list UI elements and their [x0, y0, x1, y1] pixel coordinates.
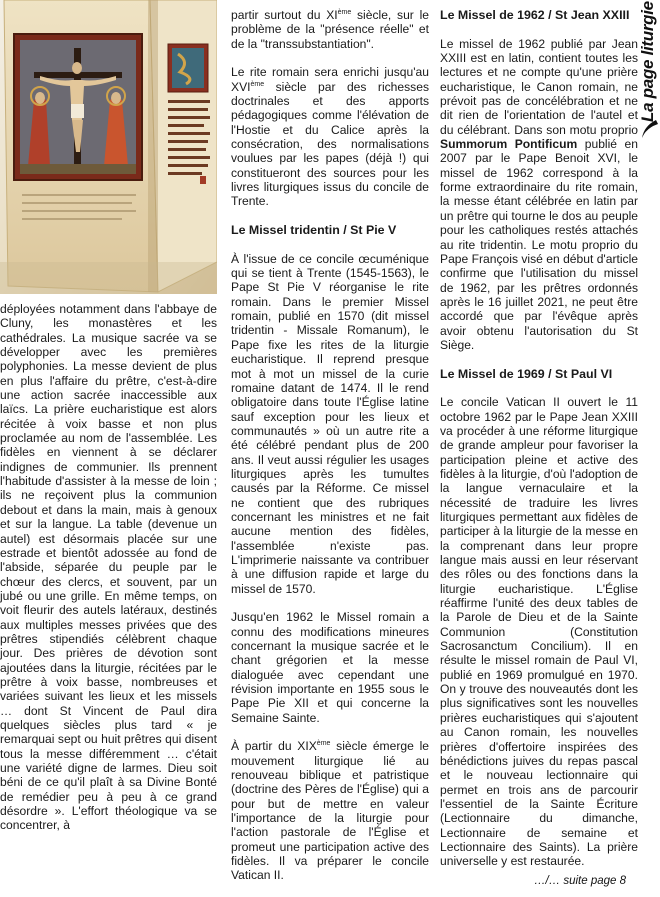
col1-paragraph-1: déployées notamment dans l'abbaye de Cluny, les monastères et les cathédrales. La musique sacrée va se développer avec les premières polyphonies. La messe devient de plus en plus l'affaire du prêtre, c'est-à-dire une action sacrée inaccessible aux laïcs. La prière eucharistique est alors récitée à voix basse et non plus proclamée au nom de l'assemblée. Les fidèles en viennent à se déclarer indignes de communier. Ils prennent l'habitude d'assister à la messe de loin ; ils ne reçoivent plus la communion debout et dans la main, mais à genoux et sur la langue. La table (devenue un autel) est désormais placée sur une estrade et bientôt adossée au fond de l'abside, séparée du peuple par le chœur des clercs, et souvent, par un jubé ou une grille. En même temps, on voit fleurir des autels latéraux, destinés aux multiples messes privées que des prêtres stipendiés célèbrent chaque jour. Des prières de dévotion sont ajoutées dans la liturgie, récitées par le prêtre à voix basse, nombreuses et variées suivant les lieux et les missels … dont St Vincent de Paul dira quelques siècles plus tard « je remarquai sept ou huit prêtres qui disent tous la messe différemment … c'était une variété digne de larmes. Dieu soit béni de ce qu'il plaît à sa Divine Bonté de remédier peu à peu à ce grand désordre ». L'effort théologique va se concentrer, à	[0, 302, 217, 833]
col2-paragraph-5: À partir du XIXème siècle émerge le mouvement liturgique lié au renouveau biblique et patristique (doctrine des Pères de l'Église) qui a pour but de mettre en valeur l'importance de la liturgie pour l'action pastorale de l'Église et promeut une participation active des fidèles. Il va préparer le concile Vatican II.	[231, 739, 429, 883]
heading-missel-1962: Le Missel de 1962 / St Jean XXIII	[440, 8, 630, 22]
section-title: La page liturgie	[638, 1, 657, 122]
summorum-pontificum-bold: Summorum Pontificum	[440, 137, 578, 152]
column-2	[231, 8, 429, 897]
column-3	[440, 8, 638, 883]
manuscript-image	[0, 0, 217, 294]
heading-missel-tridentin: Le Missel tridentin / St Pie V	[231, 223, 397, 238]
section-title-tab	[636, 0, 660, 140]
col3-paragraph-2: Le concile Vatican II ouvert le 11 octobre 1962 par le Pape Jean XXIII va procéder à une réforme liturgique de grande ampleur pour favoriser la participation pleine et active des fidèles à la liturgie, d'où l'adoption de la langue vernaculaire et la nécessité de traduire les livres liturgiques permettant aux fidèles de participer à la liturgie de la messe en la comprenant dans leur propre langue mais aussi en leur réservant des rôles ou des fonctions dans la liturgie eucharistique. L'Église réaffirme l'unité des deux tables de la Parole de Dieu et de la Sainte Communion (Constitution Sacrosanctum Concilium). Il en résulte le missel romain de Paul VI, publié en 1969 promulgué en 1970. On y trouve des nouveautés dont les plus significatives sont les nouvelles prières eucharistiques qui s'ajoutent au Canon romain, les nouvelles prières d'offertoire inspirées des bénédictions juives du repas pascal et le nouveau lectionnaire qui permet en trois ans de parcourir l'essentiel de la Sainte Écriture (Lectionnaire du dimanche, Lectionnaire de semaine et Lectionnaire des Saints). La prière universelle y est restaurée.	[440, 395, 638, 869]
heading-missel-1969: Le Missel de 1969 / St Paul VI	[440, 366, 613, 381]
col2-paragraph-4: Jusqu'en 1962 le Missel romain a connu des modifications mineures concernant la musique sacrée et le chant grégorien et la messe dialoguée avec cependant une révision importante en 1955 sous le Pape Pie XII et qui concerne la Semaine Sainte.	[231, 610, 429, 725]
col2-paragraph-2: Le rite romain sera enrichi jusqu'au XVIème siècle par des richesses doctrinales et des apports pédagogiques comme l'élévation de l'Hostie et du Calice après la consécration, des normalisations voulues par les papes (déjà !) qui constitueront des sources pour les livres liturgiques issus du concile de Trente.	[231, 65, 429, 209]
col2-paragraph-3: À l'issue de ce concile œcuménique qui se tient à Trente (1545-1563), le Pape St Pie V réorganise le rite romain. Dans le premier Missel romain, publié en 1570 (dit missel tridentin - Missale Romanum), le Pape fixe les rites de la liturgie eucharistique. Il reprend presque mot à mot un missel de la curie romaine datant de 1474. Il le rend obligatoire dans toute l'Église latine sauf exception pour les lieux et communautés » où un autre rite a été célébré pendant plus de 200 ans. Il veut aussi régulier les usages liturgiques après les tumultes causés par la Réforme. Ce missel ne contient que des rubriques concernant les ministres et ne fait aucune mention des fidèles, l'assemblée n'existe pas. L'imprimerie naissante va contribuer à une diffusion rapide et large du missel de 1570.	[231, 251, 429, 596]
col3-paragraph-1: Le missel de 1962 publié par Jean XXIII est en latin, contient toutes les lectures et ne compte qu'une prière eucharistique, le Canon romain, ne prévoit pas de concélébration et ne dit rien de l'orientation de l'autel et du célébrant. Dans son motu proprio Summorum Pontificum publié en 2007 par le Pape Benoit XVI, le missel de 1962 correspond à la forme extraordinaire du rite romain, la messe étant célébrée en latin par un prêtre qui tourne le dos au peuple pour les catholiques restés attachés au rite tridentin. Le motu proprio du Pape François visé en début d'article confirme que l'utilisation du missel de 1962, par les prêtres ordonnés après le 16 juillet 2021, ne peut être accordé que par l'évêque après avoir obtenu l'autorisation du St Siège.	[440, 36, 639, 352]
column-1	[0, 302, 217, 847]
crucifixion-manuscript-illustration	[0, 0, 217, 294]
col2-paragraph-1: partir surtout du XIème siècle, sur le problème de la "présence réelle" et de la "transsubstantiation".	[231, 8, 429, 51]
swoosh-icon	[636, 118, 660, 140]
continued-page-note: …/… suite page 8	[533, 875, 626, 887]
